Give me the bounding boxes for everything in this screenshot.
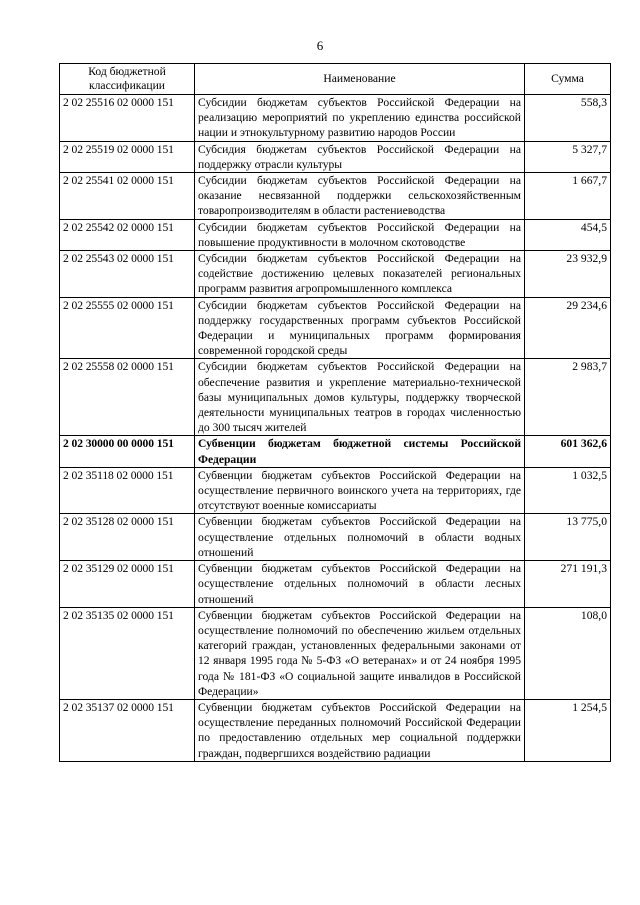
row-name: Субсидии бюджетам субъектов Российской Федерации на реализацию мероприятий по укреплению единства российской нации и этнокультурному развитию народов России <box>195 95 525 142</box>
row-code: 2 02 25541 02 0000 151 <box>60 173 195 220</box>
row-code: 2 02 35129 02 0000 151 <box>60 561 195 608</box>
row-name: Субсидии бюджетам субъектов Российской Федерации на содействие достижению целевых показателей региональных программ развития агропромышленного комплекса <box>195 251 525 298</box>
table-row <box>60 141 611 172</box>
row-code: 2 02 25543 02 0000 151 <box>60 251 195 298</box>
row-name: Субсидия бюджетам субъектов Российской Федерации на поддержку отрасли культуры <box>195 141 525 172</box>
row-sum: 454,5 <box>525 219 611 250</box>
row-sum: 601 362,6 <box>525 436 611 467</box>
header-code: Код бюджетной классификации <box>60 64 195 95</box>
row-code: 2 02 35137 02 0000 151 <box>60 699 195 761</box>
row-name: Субвенции бюджетам бюджетной системы Российской Федерации <box>195 436 525 467</box>
table-row <box>60 173 611 220</box>
table-row <box>60 467 611 514</box>
header-sum: Сумма <box>525 64 611 95</box>
table-header-row <box>60 64 611 95</box>
row-sum: 2 983,7 <box>525 359 611 436</box>
row-name: Субсидии бюджетам субъектов Российской Федерации на повышение продуктивности в молочном скотоводстве <box>195 219 525 250</box>
row-name: Субсидии бюджетам субъектов Российской Федерации на поддержку государственных программ субъектов Российской Федерации и муниципальных программ формирования современной городской среды <box>195 297 525 359</box>
table-row <box>60 95 611 142</box>
row-code: 2 02 30000 00 0000 151 <box>60 436 195 467</box>
row-name: Субвенции бюджетам субъектов Российской Федерации на осуществление отдельных полномочий в области водных отношений <box>195 514 525 561</box>
row-code: 2 02 25558 02 0000 151 <box>60 359 195 436</box>
row-name: Субсидии бюджетам субъектов Российской Федерации на обеспечение развития и укрепление материально-технической базы муниципальных домов культуры, поддержку творческой деятельности муниципальных театров в городах численностью до 300 тысяч жителей <box>195 359 525 436</box>
row-name: Субвенции бюджетам субъектов Российской Федерации на осуществление отдельных полномочий в области лесных отношений <box>195 561 525 608</box>
table-row <box>60 297 611 359</box>
table-row <box>60 436 611 467</box>
row-name: Субвенции бюджетам субъектов Российской Федерации на осуществление первичного воинского учета на территориях, где отсутствуют военные комиссариаты <box>195 467 525 514</box>
row-code: 2 02 35118 02 0000 151 <box>60 467 195 514</box>
row-sum: 558,3 <box>525 95 611 142</box>
row-sum: 1 254,5 <box>525 699 611 761</box>
row-code: 2 02 25519 02 0000 151 <box>60 141 195 172</box>
table-row <box>60 251 611 298</box>
row-sum: 1 032,5 <box>525 467 611 514</box>
row-code: 2 02 25542 02 0000 151 <box>60 219 195 250</box>
page-number: 6 <box>316 38 324 53</box>
header-name: Наименование <box>195 64 525 95</box>
table-body <box>60 95 611 762</box>
row-name: Субвенции бюджетам субъектов Российской Федерации на осуществление переданных полномочий Российской Федерации по предоставлению отдельных мер социальной поддержки граждан, подвергшихся воздействию радиации <box>195 699 525 761</box>
row-sum: 271 191,3 <box>525 561 611 608</box>
row-sum: 23 932,9 <box>525 251 611 298</box>
row-code: 2 02 35135 02 0000 151 <box>60 607 195 699</box>
row-sum: 5 327,7 <box>525 141 611 172</box>
table-row <box>60 699 611 761</box>
row-sum: 29 234,6 <box>525 297 611 359</box>
row-sum: 1 667,7 <box>525 173 611 220</box>
table-row <box>60 561 611 608</box>
table-row <box>60 219 611 250</box>
budget-table <box>59 63 611 762</box>
table-row <box>60 607 611 699</box>
row-code: 2 02 25555 02 0000 151 <box>60 297 195 359</box>
row-sum: 13 775,0 <box>525 514 611 561</box>
row-code: 2 02 35128 02 0000 151 <box>60 514 195 561</box>
table-row <box>60 514 611 561</box>
row-name: Субсидии бюджетам субъектов Российской Федерации на оказание несвязанной поддержки сельскохозяйственным товаропроизводителям в области растениеводства <box>195 173 525 220</box>
row-sum: 108,0 <box>525 607 611 699</box>
row-name: Субвенции бюджетам субъектов Российской Федерации на осуществление полномочий по обеспечению жильем отдельных категорий граждан, установленных федеральными законами от 12 января 1995 года № 5-ФЗ «О ветеранах» и от 24 ноября 1995 года № 181-ФЗ «О социальной защите инвалидов в Российской Федерации» <box>195 607 525 699</box>
table-row <box>60 359 611 436</box>
row-code: 2 02 25516 02 0000 151 <box>60 95 195 142</box>
